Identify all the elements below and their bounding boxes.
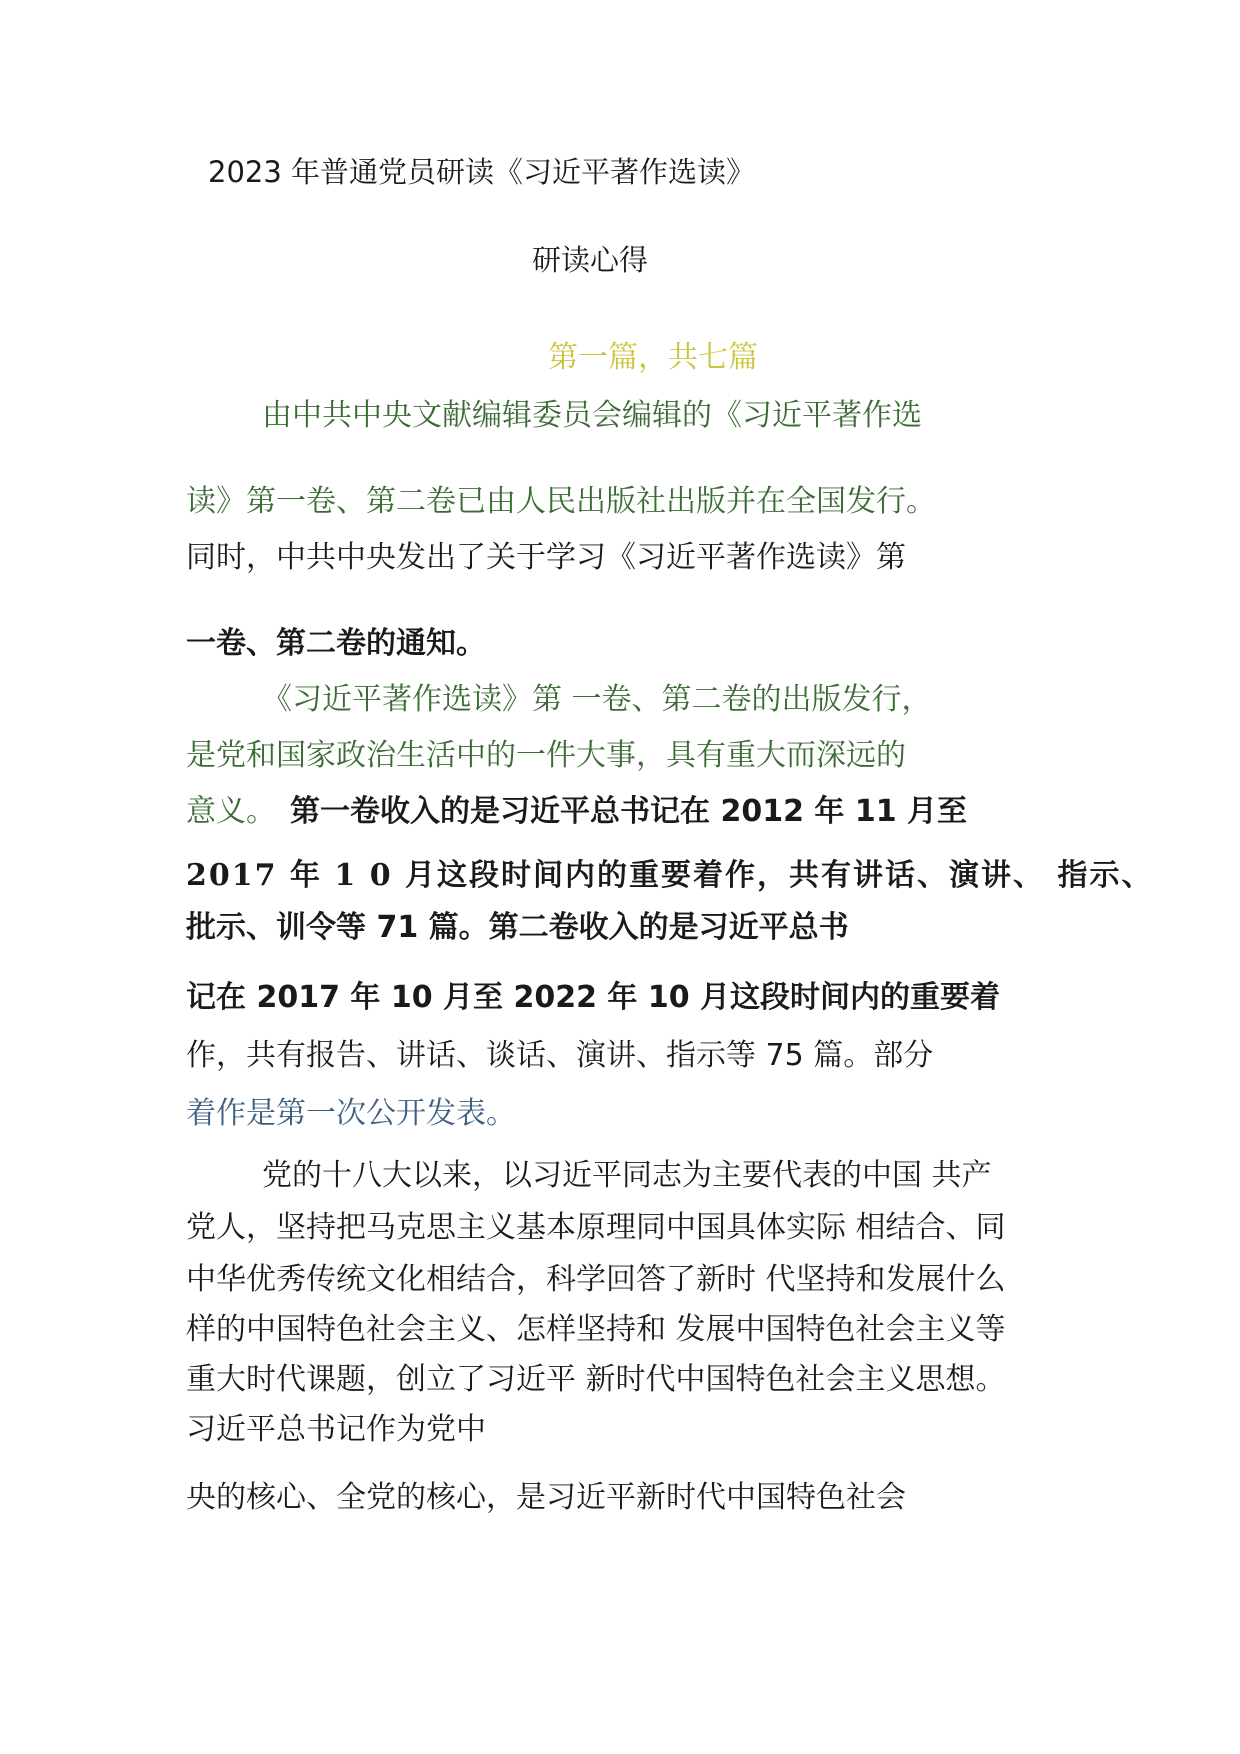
paragraph-line: 作，共有报告、讲话、谈话、演讲、指示等 75 篇。部分 — [186, 1038, 934, 1073]
paragraph-line: 读》第一卷、第二卷已由人民出版社出版并在全国发行。 — [186, 484, 936, 519]
paragraph-line: 着作是第一次公开发表。 — [186, 1096, 516, 1131]
section-label: 第一篇，共七篇 — [548, 340, 758, 375]
paragraph-line: 批示、训令等 71 篇。第二卷收入的是习近平总书 — [186, 910, 849, 945]
paragraph-line: 2017 年 1 0 月这段时间内的重要着作，共有讲话、演讲、 指示、 — [186, 858, 1154, 893]
paragraph-line: 是党和国家政治生活中的一件大事，具有重大而深远的 — [186, 738, 906, 773]
paragraph-line: 中华优秀传统文化相结合，科学回答了新时 代坚持和发展什么 — [186, 1262, 1006, 1297]
paragraph-line: 由中共中央文献编辑委员会编辑的《习近平著作选 — [262, 398, 922, 433]
paragraph-line: 同时，中共中央发出了关于学习《习近平著作选读》第 — [186, 540, 906, 575]
paragraph-line: 记在 2017 年 10 月至 2022 年 10 月这段时间内的重要着 — [186, 980, 1001, 1015]
document-subtitle: 研读心得 — [532, 243, 649, 277]
document-title: 2023 年普通党员研读《习近平著作选读》 — [208, 155, 756, 189]
paragraph-line: 样的中国特色社会主义、怎样坚持和 发展中国特色社会主义等 — [186, 1312, 1006, 1347]
paragraph-line: 重大时代课题，创立了习近平 新时代中国特色社会主义思想。 — [186, 1362, 1006, 1397]
paragraph-line: 意义。 — [186, 794, 276, 829]
paragraph-line: 习近平总书记作为党中 — [186, 1412, 486, 1447]
paragraph-line: 党的十八大以来，以习近平同志为主要代表的中国 共产 — [262, 1158, 992, 1193]
paragraph-line: 一卷、第二卷的通知。 — [186, 626, 486, 661]
paragraph-line: 《习近平著作选读》第 一卷、第二卷的出版发行， — [262, 682, 932, 717]
paragraph-line: 第一卷收入的是习近平总书记在 2012 年 11 月至 — [290, 794, 968, 829]
paragraph-line: 党人，坚持把马克思主义基本原理同中国具体实际 相结合、同 — [186, 1210, 1006, 1245]
paragraph-line: 央的核心、全党的核心，是习近平新时代中国特色社会 — [186, 1480, 906, 1515]
